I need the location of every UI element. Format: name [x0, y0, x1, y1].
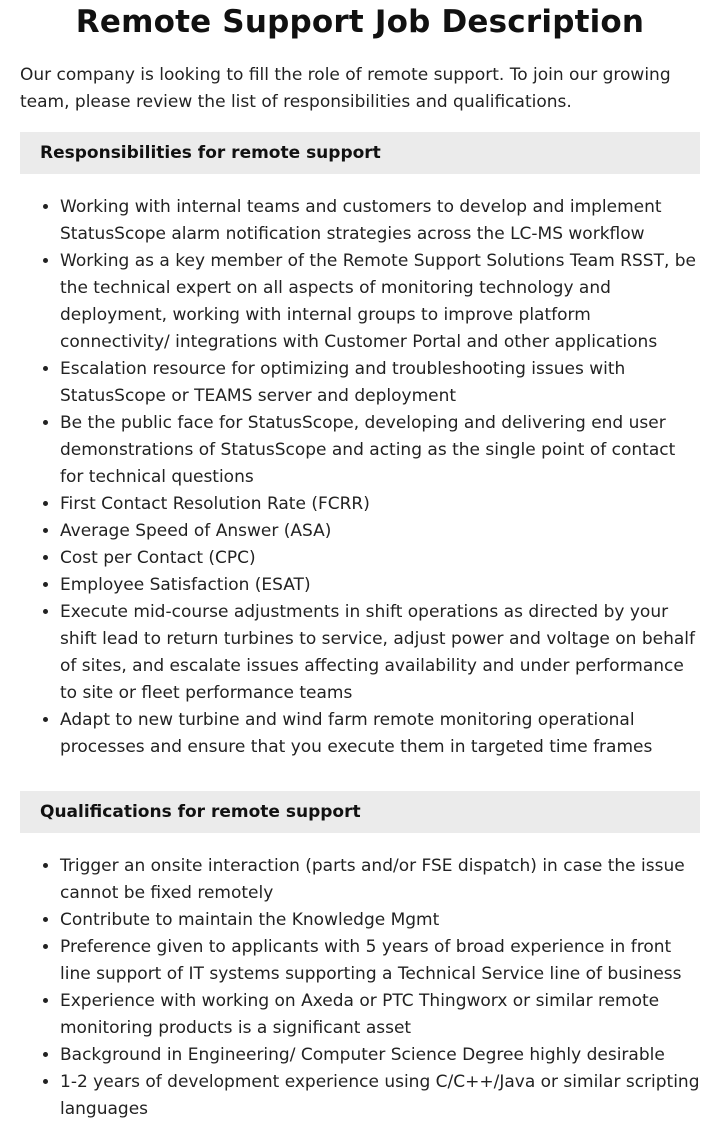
list-item: • Adapt to new turbine and wind farm remote monitoring operational processes and ensure that you execute them in targeted time frames [60, 707, 700, 761]
qualifications-header: Qualifications for remote support [20, 791, 700, 833]
list-item: • Average Speed of Answer (ASA) [60, 518, 700, 545]
list-item: • Preference given to applicants with 5 years of broad experience in front line support of IT systems supporting a Technical Service line of business [60, 934, 700, 988]
page-title: Remote Support Job Description [75, 4, 645, 40]
list-item: • Experience with working on Axeda or PTC Thingworx or similar remote monitoring products is a significant asset [60, 988, 700, 1042]
list-item: • Trigger an onsite interaction (parts and/or FSE dispatch) in case the issue cannot be fixed remotely [60, 853, 700, 907]
list-item: • Contribute to maintain the Knowledge Mgmt [60, 907, 700, 934]
list-item: • Working with internal teams and customers to develop and implement StatusScope alarm notification strategies across the LC-MS workflow [60, 194, 700, 248]
responsibilities-list [20, 194, 700, 761]
list-item: • Background in Engineering/ Computer Science Degree highly desirable [60, 1042, 700, 1069]
list-item: • Escalation resource for optimizing and troubleshooting issues with StatusScope or TEAMS server and deployment [60, 356, 700, 410]
list-item: • 1-2 years of development experience using C/C++/Java or similar scripting languages [60, 1069, 700, 1123]
list-item: • Be the public face for StatusScope, developing and delivering end user demonstrations of StatusScope and acting as the single point of contact for technical questions [60, 410, 700, 491]
responsibilities-header: Responsibilities for remote support [20, 132, 700, 174]
list-item: • Employee Satisfaction (ESAT) [60, 572, 700, 599]
list-item: • Cost per Contact (CPC) [60, 545, 700, 572]
qualifications-list [20, 853, 700, 1123]
intro-paragraph: Our company is looking to fill the role of remote support. To join our growing team, please review the list of responsibilities and qualifications. [20, 65, 671, 112]
list-item: • Execute mid-course adjustments in shift operations as directed by your shift lead to return turbines to service, adjust power and voltage on behalf of sites, and escalate issues affecting availability and under performance to site or fleet performance teams [60, 599, 700, 707]
list-item: • Working as a key member of the Remote Support Solutions Team RSST, be the technical expert on all aspects of monitoring technology and deployment, working with internal groups to improve platform connectivity/ integrations with Customer Portal and other applications [60, 248, 700, 356]
list-item: • First Contact Resolution Rate (FCRR) [60, 491, 700, 518]
